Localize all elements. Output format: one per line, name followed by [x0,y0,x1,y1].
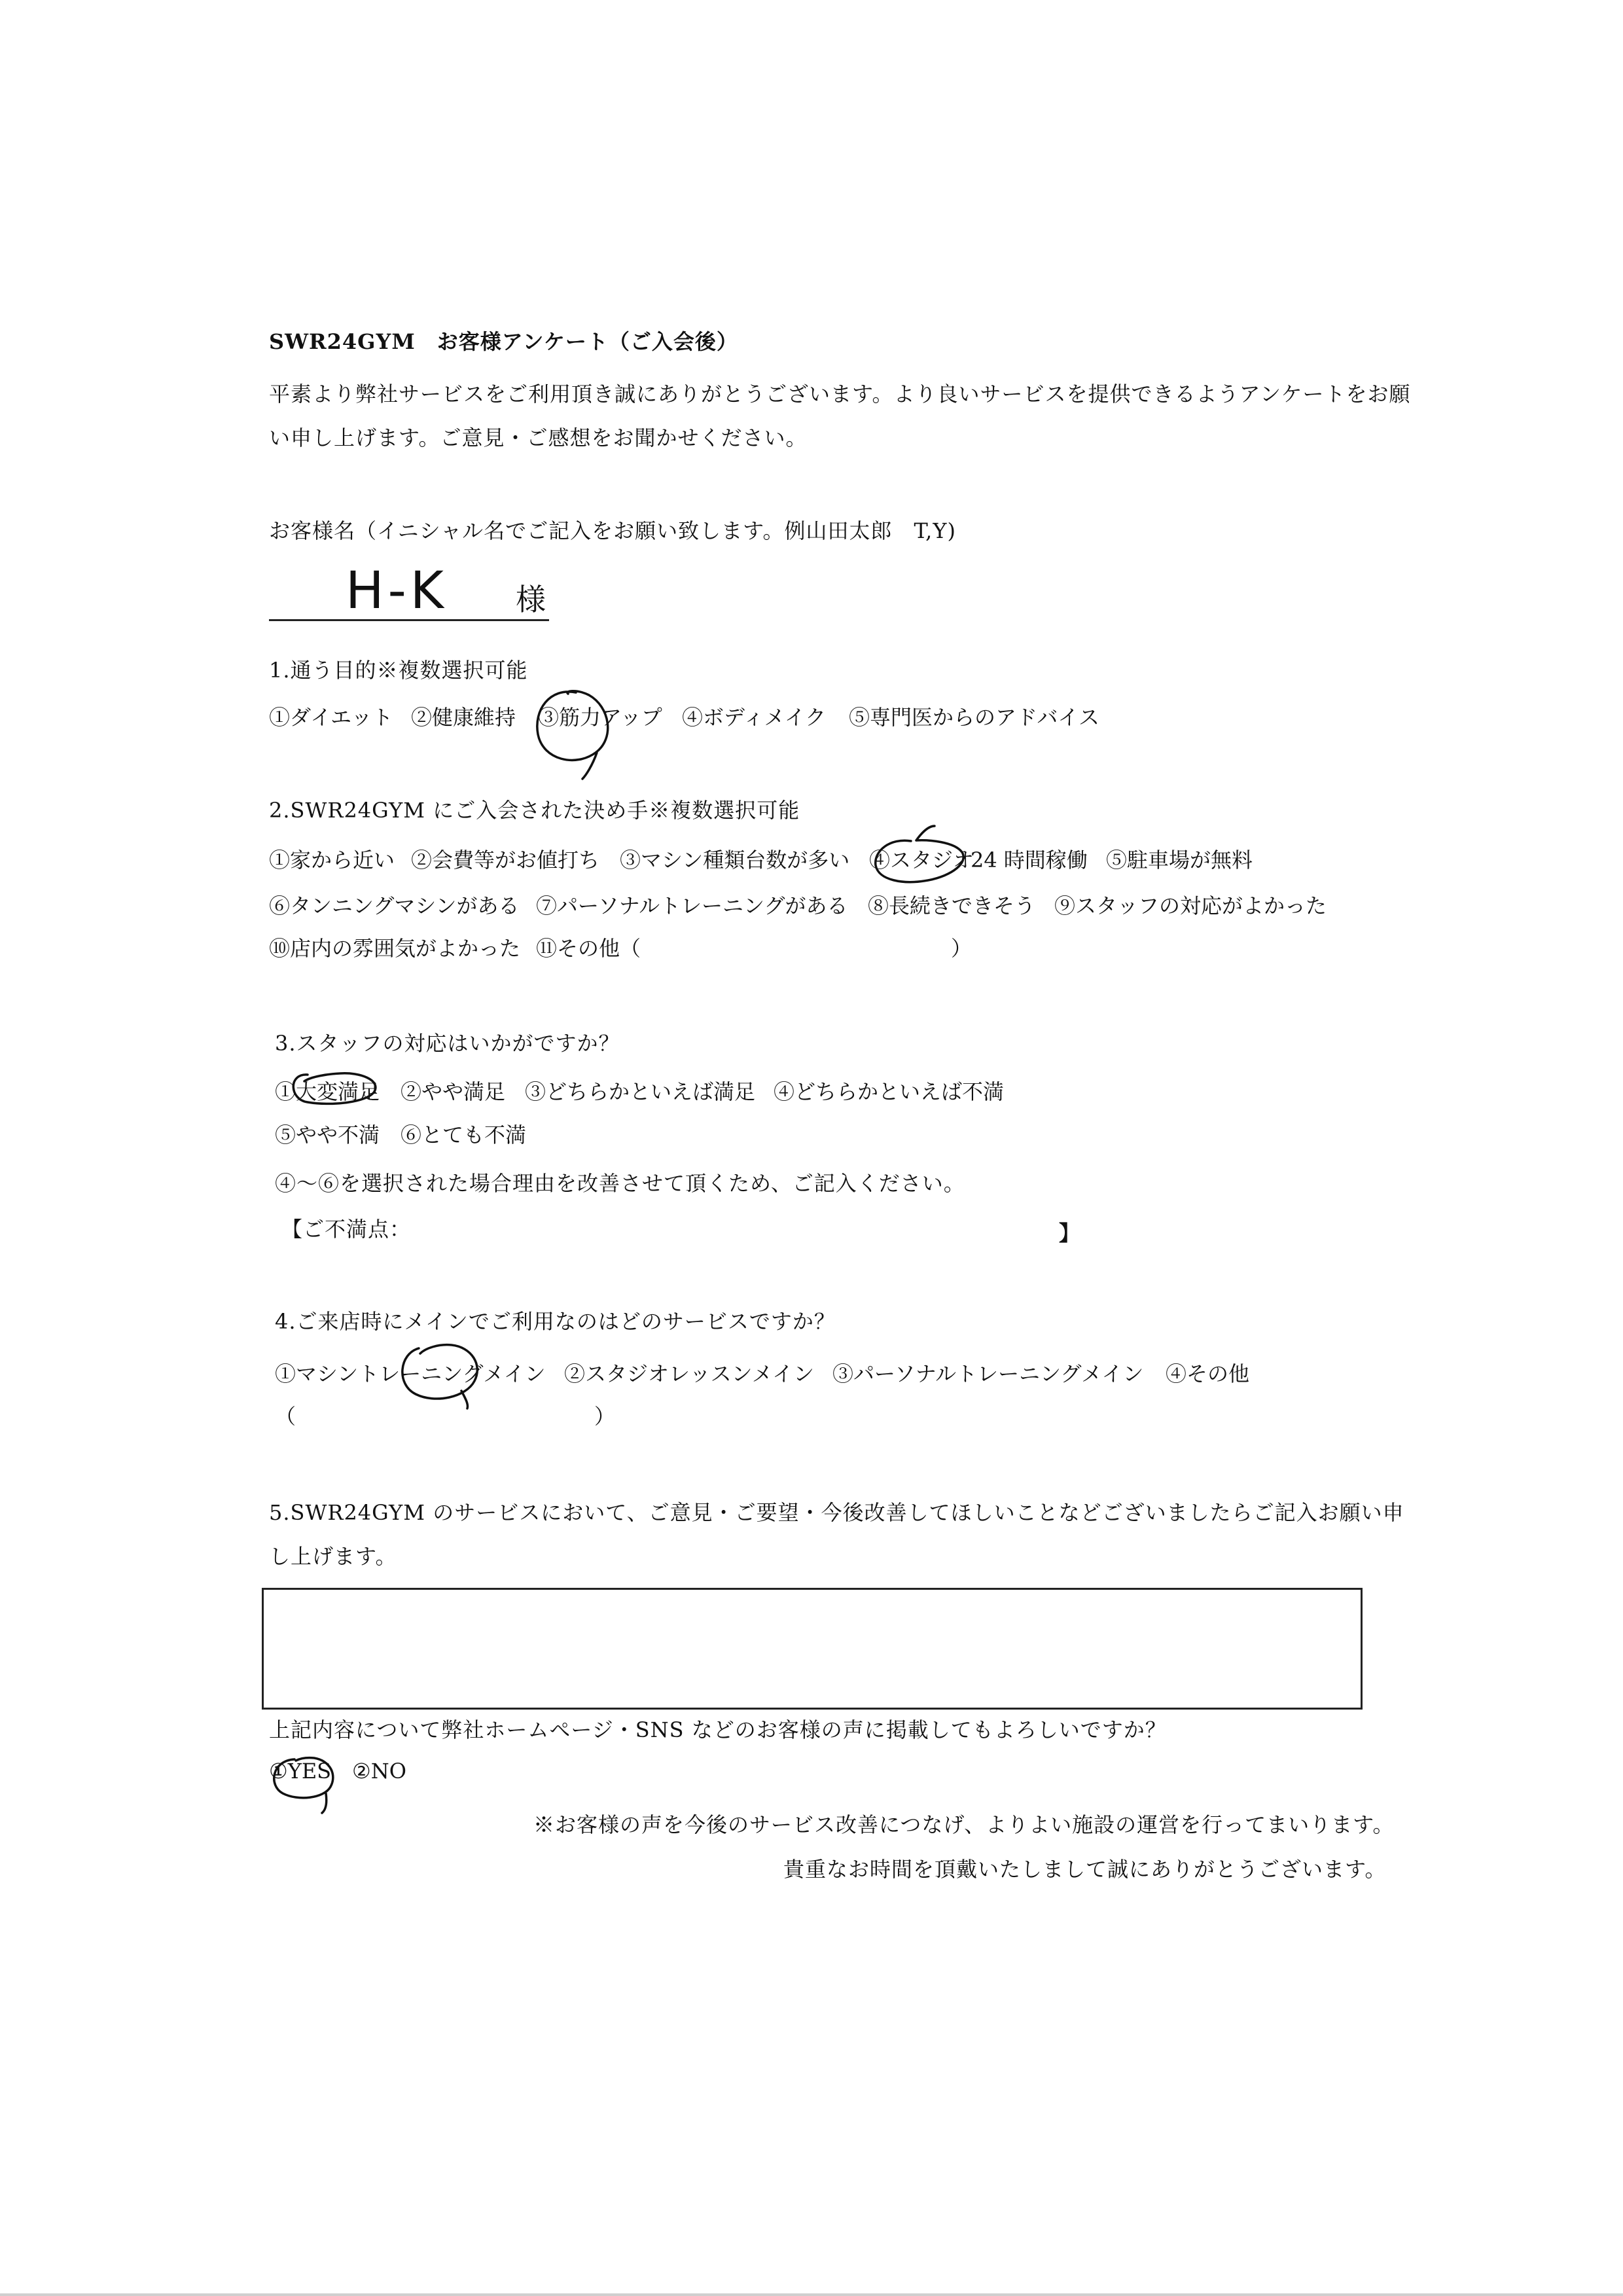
q3-title: 3.スタッフの対応はいかがですか？ [275,1031,620,1056]
q2-other-close-paren: ） [951,936,972,961]
q4-option-personal[interactable]: ③パーソナルトレーニングメイン [832,1361,1144,1386]
q2-option-other[interactable]: ⑪その他（ [536,936,641,961]
q2-option-fee[interactable]: ②会費等がお値打ち [411,848,600,872]
q3-option-very-dissatisfied[interactable]: ⑥とても不満 [401,1122,527,1147]
q2-option-sustainable[interactable]: ⑧長続きできそう [868,893,1036,918]
q5-title-line-2: し上げます。 [269,1544,397,1569]
customer-name-underline [269,619,549,621]
q2-option-staff[interactable]: ⑨スタッフの対応がよかった [1054,893,1327,918]
q3-note: ④～⑥を選択された場合理由を改善させて頂くため、ご記入ください。 [275,1171,965,1196]
q1-option-doctor-advice[interactable]: ⑤専門医からのアドバイス [849,705,1100,730]
q1-option-strength[interactable]: ③筋力アップ [538,705,662,730]
q3-option-rather-dissatisfied[interactable]: ④どちらかといえば不満 [774,1079,1005,1104]
customer-name-handwritten[interactable]: H-K [346,562,448,620]
publish-question: 上記内容について弊社ホームページ・SNS などのお客様の声に掲載してもよろしいですか？ [269,1717,1167,1742]
customer-name-suffix: 様 [516,582,546,617]
q2-option-personal-training[interactable]: ⑦パーソナルトレーニングがある [536,893,848,918]
q1-option-diet[interactable]: ①ダイエット [269,705,393,730]
q1-option-health[interactable]: ②健康維持 [411,705,516,730]
q3-option-very-satisfied[interactable]: ①大変満足 [275,1079,380,1104]
q2-title: 2.SWR24GYM にご入会された決め手※複数選択可能 [269,798,800,823]
customer-name-label: お客様名（イニシャル名でご記入をお願い致します。例山田太郎 T,Y) [269,518,956,543]
q2-option-atmosphere[interactable]: ⑩店内の雰囲気がよかった [269,936,521,961]
q2-option-machines[interactable]: ③マシン種類台数が多い [620,848,850,872]
q2-option-24h[interactable]: 24 時間稼働 [971,848,1088,872]
q5-title-line-1: 5.SWR24GYM のサービスにおいて、ご意見・ご要望・今後改善してほしいことなどございましたらご記入お願い申 [269,1500,1404,1525]
q3-complaint-label: 【ご不満点： [281,1217,412,1242]
q4-option-studio[interactable]: ②スタジオレッスンメイン [564,1361,815,1386]
q4-other-open-paren: （ [275,1404,296,1429]
q4-title: 4.ご来店時にメインでご利用なのはどのサービスですか？ [275,1309,836,1334]
footer-line-2: 貴重なお時間を頂戴いたしまして誠にありがとうございます。 [783,1857,1387,1882]
q4-option-machine[interactable]: ①マシントレーニングメイン [275,1361,546,1386]
q2-option-near-home[interactable]: ①家から近い [269,848,395,872]
q2-option-studio[interactable]: ④スタジオ [869,848,974,872]
q3-option-rather-satisfied[interactable]: ③どちらかといえば満足 [525,1079,756,1104]
q3-option-somewhat-dissatisfied[interactable]: ⑤やや不満 [275,1122,380,1147]
publish-option-yes[interactable]: ①YES [269,1759,332,1784]
q4-option-other[interactable]: ④その他 [1166,1361,1250,1386]
q4-other-close-paren: ） [594,1404,616,1429]
intro-line-2: い申し上げます。ご意見・ご感想をお聞かせください。 [269,425,808,450]
publish-option-no[interactable]: ②NO [352,1759,406,1784]
q1-option-bodymake[interactable]: ④ボディメイク [682,705,827,730]
q5-answer-box[interactable] [262,1588,1363,1710]
footer-line-1: ※お客様の声を今後のサービス改善につなげ、よりよい施設の運営を行ってまいります。 [533,1812,1395,1837]
q3-complaint-close: 】 [1059,1221,1081,1246]
q2-option-parking[interactable]: ⑤駐車場が無料 [1106,848,1253,872]
q1-selection-circle [537,691,608,779]
scan-edge-line [0,2293,1623,2296]
q2-option-tanning[interactable]: ⑥タンニングマシンがある [269,893,520,918]
q3-option-somewhat-satisfied[interactable]: ②やや満足 [401,1079,506,1104]
q1-title: 1.通う目的※複数選択可能 [269,658,528,683]
survey-title: SWR24GYM お客様アンケート（ご入会後） [269,329,738,354]
intro-line-1: 平素より弊社サービスをご利用頂き誠にありがとうございます。より良いサービスを提供できるようアンケートをお願 [269,382,1411,406]
